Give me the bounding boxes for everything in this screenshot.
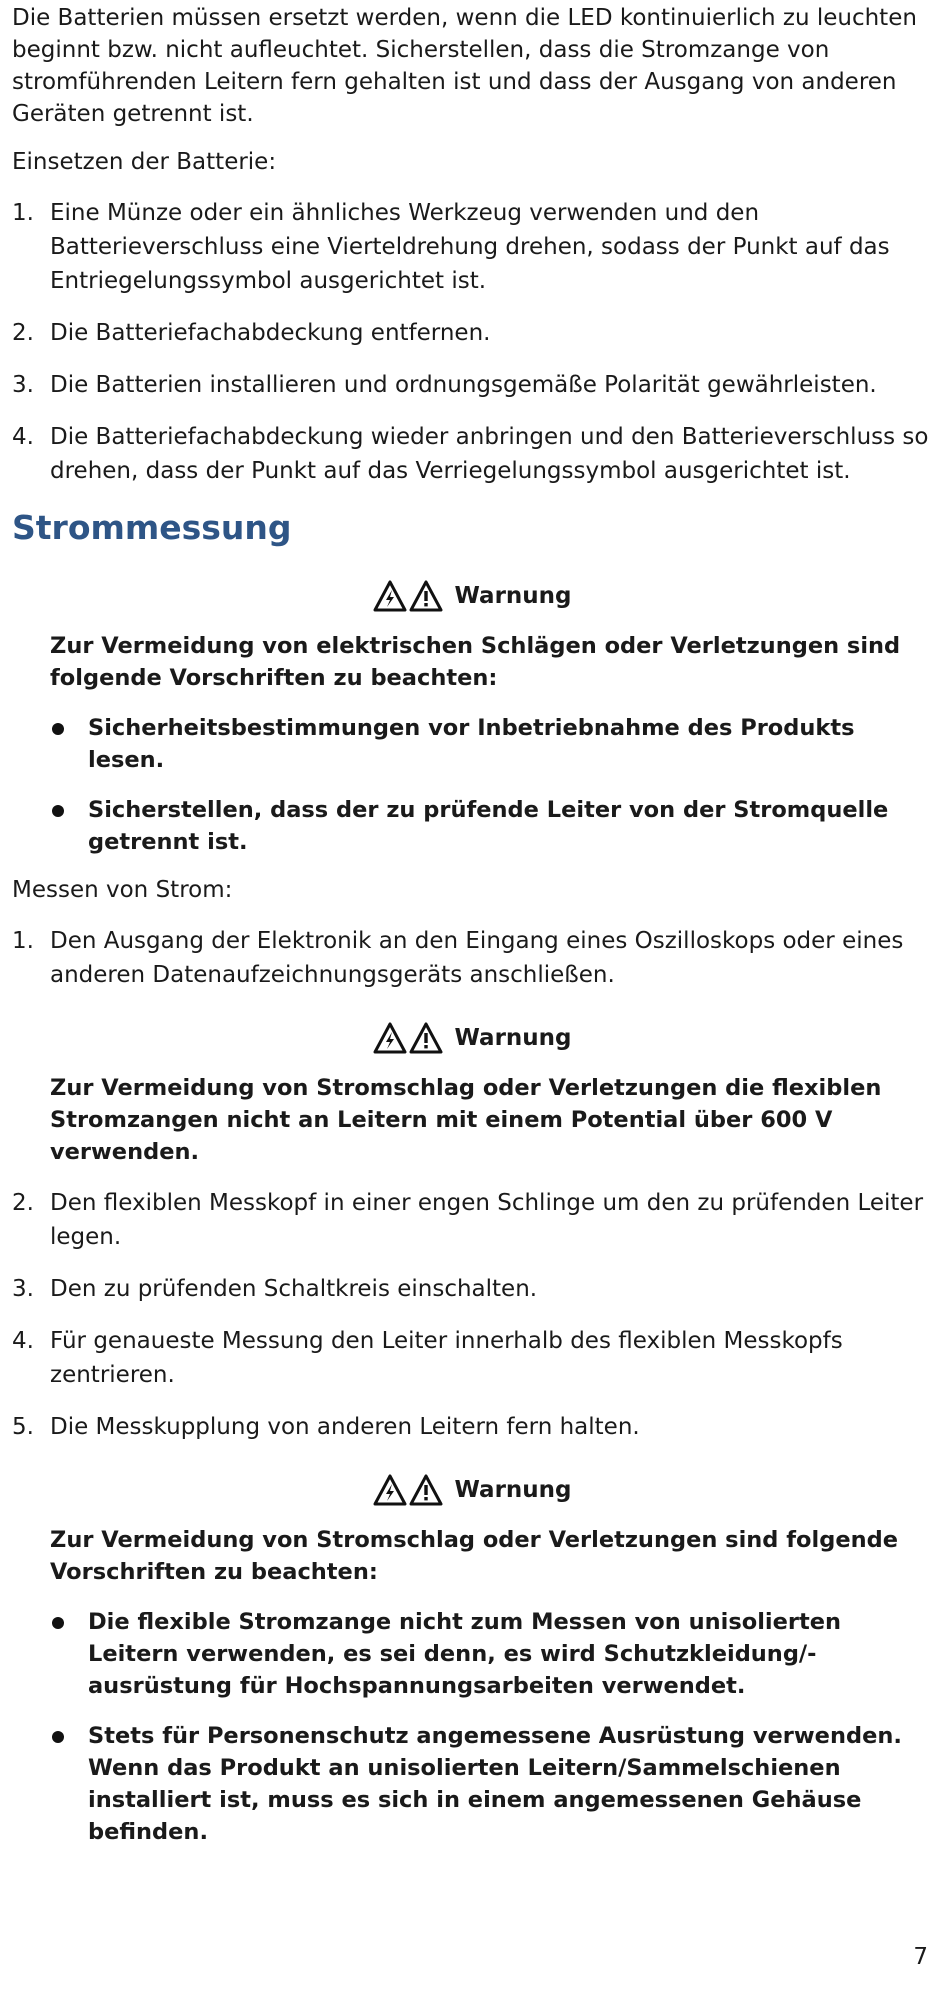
warning-title: Warnung xyxy=(454,1025,572,1051)
step-text: Die Messkupplung von anderen Leitern fern halten. xyxy=(50,1414,640,1440)
step-text: Den zu prüfenden Schaltkreis einschalten. xyxy=(50,1276,538,1302)
warning-block-3 xyxy=(12,1470,932,1848)
list-item xyxy=(12,1324,932,1392)
step-number: 2. xyxy=(12,320,34,346)
step-number: 1. xyxy=(12,200,34,226)
warning-bullets xyxy=(50,712,932,858)
step-text: Die Batteriefachabdeckung wieder anbringen und den Batterieverschluss so drehen, dass der Punkt auf das Verriegelungssymbol ausgerichtet ist. xyxy=(50,424,929,484)
list-item xyxy=(50,794,932,858)
bullet-icon xyxy=(50,712,88,776)
warning-text: Zur Vermeidung von elektrischen Schlägen oder Verletzungen sind folgende Vorschriften zu beachten: xyxy=(50,633,901,691)
list-item xyxy=(12,196,932,298)
warning-icons xyxy=(373,580,443,612)
bullet-text: Sicherstellen, dass der zu prüfende Leiter von der Stromquelle getrennt ist. xyxy=(88,797,889,855)
bullet-icon xyxy=(50,794,88,858)
list-item xyxy=(12,316,932,350)
step-text: Die Batteriefachabdeckung entfernen. xyxy=(50,320,491,346)
list-item xyxy=(12,420,932,488)
step-text: Für genaueste Messung den Leiter innerhalb des flexiblen Messkopfs zentrieren. xyxy=(50,1328,843,1388)
list-item xyxy=(50,1720,932,1848)
list-item xyxy=(12,1272,932,1306)
caution-warning-icon xyxy=(409,580,443,612)
measure-steps-b xyxy=(12,1186,932,1444)
electric-shock-warning-icon xyxy=(373,580,407,612)
caution-warning-icon xyxy=(409,1022,443,1054)
bullet-text: Stets für Personenschutz angemessene Ausrüstung verwenden. Wenn das Produkt an unisolierten Leitern/Sammelschienen installiert ist, muss es sich in einem angemessenen Gehäuse befinden. xyxy=(88,1723,902,1845)
electric-shock-warning-icon xyxy=(373,1474,407,1506)
warning-header xyxy=(12,1470,932,1510)
step-text: Den Ausgang der Elektronik an den Eingang eines Oszilloskops oder eines anderen Datenaufzeichnungsgeräts anschließen. xyxy=(50,928,904,988)
page-number: 7 xyxy=(913,1944,928,1970)
battery-label: Einsetzen der Batterie: xyxy=(12,149,277,175)
step-number: 1. xyxy=(12,928,34,954)
step-text: Eine Münze oder ein ähnliches Werkzeug verwenden und den Batterieverschluss eine Vierteldrehung drehen, sodass der Punkt auf das Entriegelungssymbol ausgerichtet ist. xyxy=(50,200,890,294)
caution-warning-icon xyxy=(409,1474,443,1506)
warning-header xyxy=(12,576,932,616)
warning-block-2 xyxy=(12,1018,932,1168)
warning-icons xyxy=(373,1474,443,1506)
list-item xyxy=(50,1606,932,1702)
step-text: Die Batterien installieren und ordnungsgemäße Polarität gewährleisten. xyxy=(50,372,877,398)
page-content xyxy=(12,0,932,1848)
bullet-text: Sicherheitsbestimmungen vor Inbetriebnahme des Produkts lesen. xyxy=(88,715,855,773)
warning-text: Zur Vermeidung von Stromschlag oder Verletzungen sind folgende Vorschriften zu beachten: xyxy=(50,1527,898,1585)
warning-title: Warnung xyxy=(454,583,572,609)
list-item xyxy=(12,1410,932,1444)
bullet-icon xyxy=(50,1606,88,1702)
step-number: 2. xyxy=(12,1190,34,1216)
warning-title: Warnung xyxy=(454,1477,572,1503)
intro-paragraph: Die Batterien müssen ersetzt werden, wenn die LED kontinuierlich zu leuchten beginnt bzw. nicht aufleuchtet. Sicherstellen, dass die Stromzange von stromführenden Leitern fern gehalten ist und dass der Ausgang von anderen Geräten getrennt ist. xyxy=(12,5,917,127)
warning-text: Zur Vermeidung von Stromschlag oder Verletzungen die flexiblen Stromzangen nicht an Leitern mit einem Potential über 600 V verwenden. xyxy=(50,1075,882,1165)
electric-shock-warning-icon xyxy=(373,1022,407,1054)
step-number: 4. xyxy=(12,1328,34,1354)
step-number: 5. xyxy=(12,1414,34,1440)
bullet-icon xyxy=(50,1720,88,1848)
list-item xyxy=(12,1186,932,1254)
warning-icons xyxy=(373,1022,443,1054)
warning-bullets xyxy=(50,1606,932,1848)
step-number: 3. xyxy=(12,372,34,398)
measure-steps-a xyxy=(12,924,932,992)
step-text: Den flexiblen Messkopf in einer engen Schlinge um den zu prüfenden Leiter legen. xyxy=(50,1190,924,1250)
section-heading: Strommessung xyxy=(12,508,292,547)
list-item xyxy=(50,712,932,776)
step-number: 4. xyxy=(12,424,34,450)
list-item xyxy=(12,368,932,402)
measure-label: Messen von Strom: xyxy=(12,877,233,903)
bullet-text: Die flexible Stromzange nicht zum Messen von unisolierten Leitern verwenden, es sei denn, es wird Schutzkleidung/-ausrüstung für Hochspannungsarbeiten verwendet. xyxy=(88,1609,842,1699)
step-number: 3. xyxy=(12,1276,34,1302)
warning-block-1 xyxy=(12,576,932,858)
warning-header xyxy=(12,1018,932,1058)
list-item xyxy=(12,924,932,992)
battery-steps xyxy=(12,196,932,488)
